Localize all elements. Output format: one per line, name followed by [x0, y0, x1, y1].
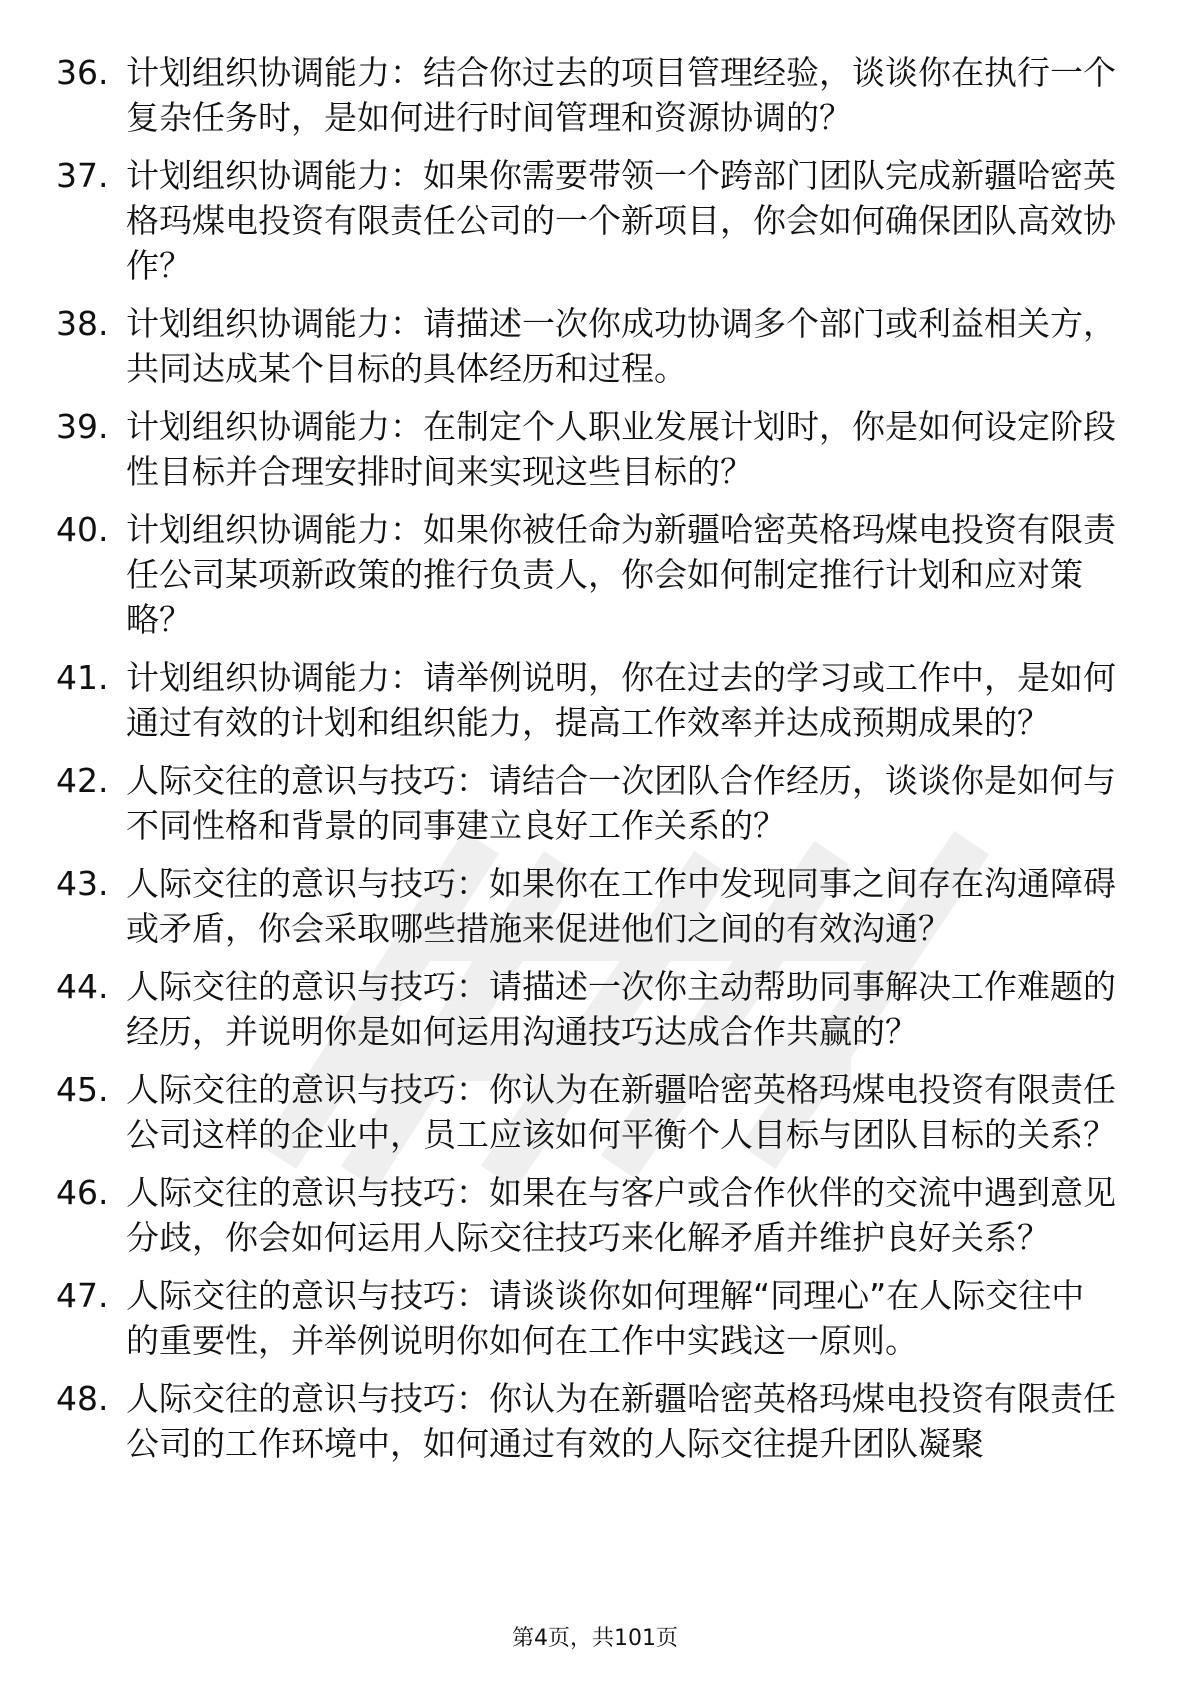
question-number: 39. [56, 407, 109, 446]
question-number: 36. [56, 53, 109, 92]
question-text: 计划组织协调能力：请描述一次你成功协调多个部门或利益相关方，共同达成某个目标的具体经历和过程。 [126, 304, 1116, 388]
question-item [56, 153, 1116, 288]
question-text: 人际交往的意识与技巧：你认为在新疆哈密英格玛煤电投资有限责任公司这样的企业中，员工应该如何平衡个人目标与团队目标的关系？ [126, 1070, 1116, 1154]
page-number-footer: 第4页，共101页 [512, 1626, 678, 1651]
question-text: 人际交往的意识与技巧：请描述一次你主动帮助同事解决工作难题的经历，并说明你是如何运用沟通技巧达成合作共赢的？ [126, 967, 1116, 1051]
question-item [56, 301, 1116, 391]
question-number: 43. [56, 864, 109, 903]
question-item [56, 1376, 1116, 1466]
question-list [56, 50, 1116, 1479]
question-number: 44. [56, 967, 109, 1006]
question-item [56, 758, 1116, 848]
question-item [56, 1067, 1116, 1157]
question-number: 40. [56, 510, 109, 549]
question-text: 计划组织协调能力：如果你被任命为新疆哈密英格玛煤电投资有限责任公司某项新政策的推行负责人，你会如何制定推行计划和应对策略？ [126, 510, 1116, 639]
question-text: 人际交往的意识与技巧：如果在与客户或合作伙伴的交流中遇到意见分歧，你会如何运用人际交往技巧来化解矛盾并维护良好关系？ [126, 1173, 1116, 1257]
question-number: 42. [56, 761, 109, 800]
question-item [56, 404, 1116, 494]
question-number: 38. [56, 304, 109, 343]
question-text: 人际交往的意识与技巧：请结合一次团队合作经历，谈谈你是如何与不同性格和背景的同事建立良好工作关系的？ [126, 761, 1116, 845]
question-number: 46. [56, 1173, 109, 1212]
question-item [56, 1170, 1116, 1260]
question-number: 37. [56, 156, 109, 195]
question-number: 45. [56, 1070, 109, 1109]
question-text: 计划组织协调能力：在制定个人职业发展计划时，你是如何设定阶段性目标并合理安排时间来实现这些目标的？ [126, 407, 1116, 491]
question-item [56, 964, 1116, 1054]
question-number: 47. [56, 1276, 109, 1315]
question-item [56, 1273, 1116, 1363]
question-text: 人际交往的意识与技巧：请谈谈你如何理解“同理心”在人际交往中的重要性，并举例说明你如何在工作中实践这一原则。 [126, 1276, 1085, 1360]
question-number: 48. [56, 1379, 109, 1418]
question-text: 人际交往的意识与技巧：你认为在新疆哈密英格玛煤电投资有限责任公司的工作环境中，如何通过有效的人际交往提升团队凝聚 [126, 1379, 1116, 1463]
question-text: 计划组织协调能力：结合你过去的项目管理经验，谈谈你在执行一个复杂任务时，是如何进行时间管理和资源协调的？ [126, 53, 1116, 137]
question-item [56, 861, 1116, 951]
question-text: 人际交往的意识与技巧：如果你在工作中发现同事之间存在沟通障碍或矛盾，你会采取哪些措施来促进他们之间的有效沟通？ [126, 864, 1116, 948]
question-item [56, 655, 1116, 745]
question-item [56, 507, 1116, 642]
question-item [56, 50, 1116, 140]
question-number: 41. [56, 658, 109, 697]
question-text: 计划组织协调能力：如果你需要带领一个跨部门团队完成新疆哈密英格玛煤电投资有限责任公司的一个新项目，你会如何确保团队高效协作？ [126, 156, 1116, 285]
question-text: 计划组织协调能力：请举例说明，你在过去的学习或工作中，是如何通过有效的计划和组织能力，提高工作效率并达成预期成果的？ [126, 658, 1116, 742]
